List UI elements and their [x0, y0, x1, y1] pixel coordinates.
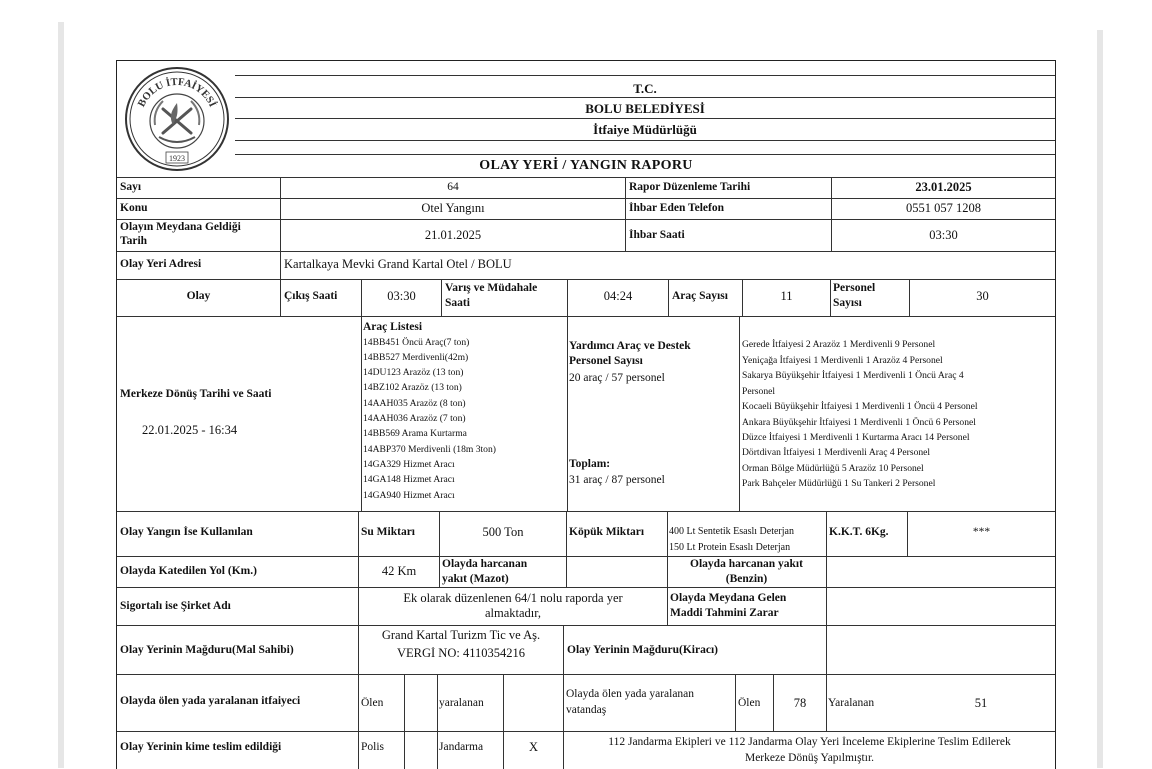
arac-listesi-item: 14BB569 Arama Kurtarma [363, 428, 467, 439]
destek-item: Personel [742, 386, 776, 397]
sigorta-value-1: Ek olarak düzenlenen 64/1 nolu raporda yer [403, 592, 623, 605]
jandarma-mark: X [528, 741, 539, 754]
adres-value: Kartalkaya Mevki Grand Kartal Otel / BOLU [284, 258, 512, 271]
teslim-value-2: Merkeze Dönüş Yapılmıştır. [744, 752, 875, 764]
mazot-label: Olayda harcanan [442, 558, 528, 570]
toplam-label: Toplam: [569, 458, 611, 470]
arac-listesi-item: 14AAH035 Arazöz (8 ton) [363, 398, 466, 409]
itfaiyeci-label: Olayda ölen yada yaralanan itfaiyeci [120, 695, 301, 707]
varis-value: 04:24 [603, 290, 633, 303]
vatandas-yaralanan-value: 51 [974, 697, 988, 710]
arac-listesi-item: 14ABP370 Merdivenli (18m 3ton) [363, 444, 496, 455]
arac-listesi-item: 14AAH036 Arazöz (7 ton) [363, 413, 466, 424]
destek-item: Gerede İtfaiyesi 2 Arazöz 1 Merdivenli 9 Personel [742, 339, 936, 350]
vatandas-label-2: vatandaş [566, 704, 607, 716]
vatandas-label: Olayda ölen yada yaralanan [566, 688, 695, 700]
konu-value: Otel Yangını [421, 202, 485, 215]
yol-value: 42 Km [381, 565, 417, 578]
su-label: Su Miktarı [361, 526, 415, 538]
fire-report-document [116, 60, 1056, 769]
zarar-label-2: Maddi Tahmini Zarar [670, 607, 779, 619]
meydana-gelis-value: 21.01.2025 [424, 229, 482, 242]
su-value: 500 Ton [482, 526, 524, 539]
personel-value: 30 [976, 290, 989, 303]
kullanilan-label: Olay Yangın İse Kullanılan [120, 526, 253, 538]
jandarma-label: Jandarma [439, 741, 484, 753]
olay-label: Olay [186, 290, 211, 302]
rapor-tarih-label: Rapor Düzenleme Tarihi [629, 181, 751, 193]
page-edge-left [58, 22, 64, 768]
donus-label: Merkeze Dönüş Tarihi ve Saati [120, 388, 272, 400]
kkt-value: *** [972, 526, 991, 538]
seal-year: 1923 [169, 154, 185, 163]
arac-sayisi-label: Araç Sayısı [672, 290, 728, 302]
destek-item: Orman Bölge Müdürlüğü 5 Arazöz 10 Personel [742, 463, 924, 474]
header-rule [235, 97, 1055, 98]
itfaiyeci-olen-label: Ölen [361, 697, 384, 709]
header-rule [235, 140, 1055, 141]
yardimci-label: Yardımcı Araç ve Destek [569, 340, 691, 352]
header-department: İtfaiye Müdürlüğü [593, 122, 697, 137]
ihbar-saati-label: İhbar Saati [629, 229, 685, 241]
yol-label: Olayda Katedilen Yol (Km.) [120, 565, 257, 577]
zarar-label: Olayda Meydana Gelen [670, 592, 787, 604]
seal-top-text: BOLU İTFAİYESİ [136, 76, 218, 109]
cikis-label: Çıkış Saati [284, 290, 338, 302]
benzin-label: Olayda harcanan yakıt [690, 558, 803, 570]
varis-label-2: Saati [445, 297, 470, 309]
sigorta-label: Sigortalı ise Şirket Adı [120, 600, 231, 612]
header-tc: T.C. [633, 81, 657, 96]
ihbar-saati-value: 03:30 [929, 229, 958, 242]
destek-item: Yeniçağa İtfaiyesi 1 Merdivenli 1 Arazöz 4 Personel [742, 355, 943, 366]
destek-item: Sakarya Büyükşehir İtfaiyesi 1 Merdivenli 1 Öncü Araç 4 [742, 370, 964, 381]
teslim-label: Olay Yerinin kime teslim edildiği [120, 741, 282, 753]
report-title: OLAY YERİ / YANGIN RAPORU [479, 158, 693, 173]
vatandas-olen-value: 78 [793, 697, 807, 710]
arac-sayisi-value: 11 [780, 290, 793, 303]
cikis-value: 03:30 [387, 290, 416, 303]
arac-listesi-item: 14BB451 Öncü Araç(7 ton) [363, 337, 470, 348]
yardimci-label-2: Personel Sayısı [569, 355, 643, 367]
itfaiyeci-yaralanan-label: yaralanan [439, 697, 484, 709]
arac-listesi-item: 14GA148 Hizmet Aracı [363, 474, 455, 485]
arac-listesi-item: 14BZ102 Arazöz (13 ton) [363, 382, 462, 393]
adres-label: Olay Yeri Adresi [120, 258, 202, 270]
header-rule [235, 75, 1055, 76]
destek-item: Ankara Büyükşehir İtfaiyesi 1 Merdivenli 1 Öncü 6 Personel [742, 417, 976, 428]
toplam-value: 31 araç / 87 personel [569, 474, 665, 486]
kopuk-value-1: 400 Lt Sentetik Esaslı Deterjan [669, 526, 794, 537]
header-rule [235, 154, 1055, 155]
meydana-gelis-label: Olayın Meydana Geldiği [120, 221, 241, 233]
personel-label-2: Sayısı [833, 297, 862, 309]
yardimci-value: 20 araç / 57 personel [569, 372, 665, 384]
konu-label: Konu [120, 202, 148, 214]
teslim-value-1: 112 Jandarma Ekipleri ve 112 Jandarma Olay Yeri İnceleme Ekiplerine Teslim Edilerek [608, 736, 1011, 748]
vatandas-yaralanan-label: Yaralanan [828, 697, 875, 709]
kopuk-label: Köpük Miktarı [569, 526, 645, 538]
magdur-value-2: VERGİ NO: 4110354216 [396, 647, 525, 660]
destek-item: Kocaeli Büyükşehir İtfaiyesi 1 Merdivenli 1 Öncü 4 Personel [742, 401, 978, 412]
magdur-label: Olay Yerinin Mağduru(Mal Sahibi) [120, 644, 294, 656]
ihbar-tel-label: İhbar Eden Telefon [629, 202, 725, 214]
arac-listesi-item: 14DU123 Arazöz (13 ton) [363, 367, 464, 378]
varis-label: Varış ve Müdahale [445, 282, 538, 294]
destek-item: Dörtdivan İtfaiyesi 1 Merdivenli Araç 4 Personel [742, 447, 931, 458]
arac-listesi-label: Araç Listesi [363, 321, 423, 333]
sigorta-value-2: almaktadır, [484, 607, 542, 620]
meydana-gelis-label-2: Tarih [120, 235, 148, 247]
kiraci-label: Olay Yerinin Mağduru(Kiracı) [567, 644, 718, 656]
fire-department-seal-icon [123, 65, 231, 173]
kopuk-value-2: 150 Lt Protein Esaslı Deterjan [669, 542, 791, 553]
report-header [117, 61, 1055, 177]
header-municipality: BOLU BELEDİYESİ [585, 101, 705, 116]
arac-listesi-item: 14GA329 Hizmet Aracı [363, 459, 455, 470]
vatandas-olen-label: Ölen [738, 697, 761, 709]
polis-label: Polis [361, 741, 385, 753]
personel-label: Personel [833, 282, 876, 294]
header-rule [235, 118, 1055, 119]
destek-item: Düzce İtfaiyesi 1 Merdivenli 1 Kurtarma Aracı 14 Personel [742, 432, 970, 443]
mazot-label-2: yakıt (Mazot) [442, 573, 509, 585]
benzin-label-2: (Benzin) [725, 573, 768, 585]
donus-value: 22.01.2025 - 16:34 [142, 424, 238, 437]
sayi-value: 64 [447, 181, 459, 193]
ihbar-tel-value: 0551 057 1208 [906, 202, 981, 215]
arac-listesi-item: 14BB527 Merdivenli(42m) [363, 352, 469, 363]
magdur-value-1: Grand Kartal Turizm Tic ve Aş. [381, 629, 541, 642]
page-edge-right [1097, 30, 1103, 768]
rapor-tarih-value: 23.01.2025 [915, 181, 972, 194]
sayi-label: Sayı [120, 181, 142, 193]
arac-listesi-item: 14GA940 Hizmet Aracı [363, 490, 455, 501]
destek-item: Park Bahçeler Müdürlüğü 1 Su Tankeri 2 Personel [742, 478, 936, 489]
kkt-label: K.K.T. 6Kg. [829, 526, 889, 538]
